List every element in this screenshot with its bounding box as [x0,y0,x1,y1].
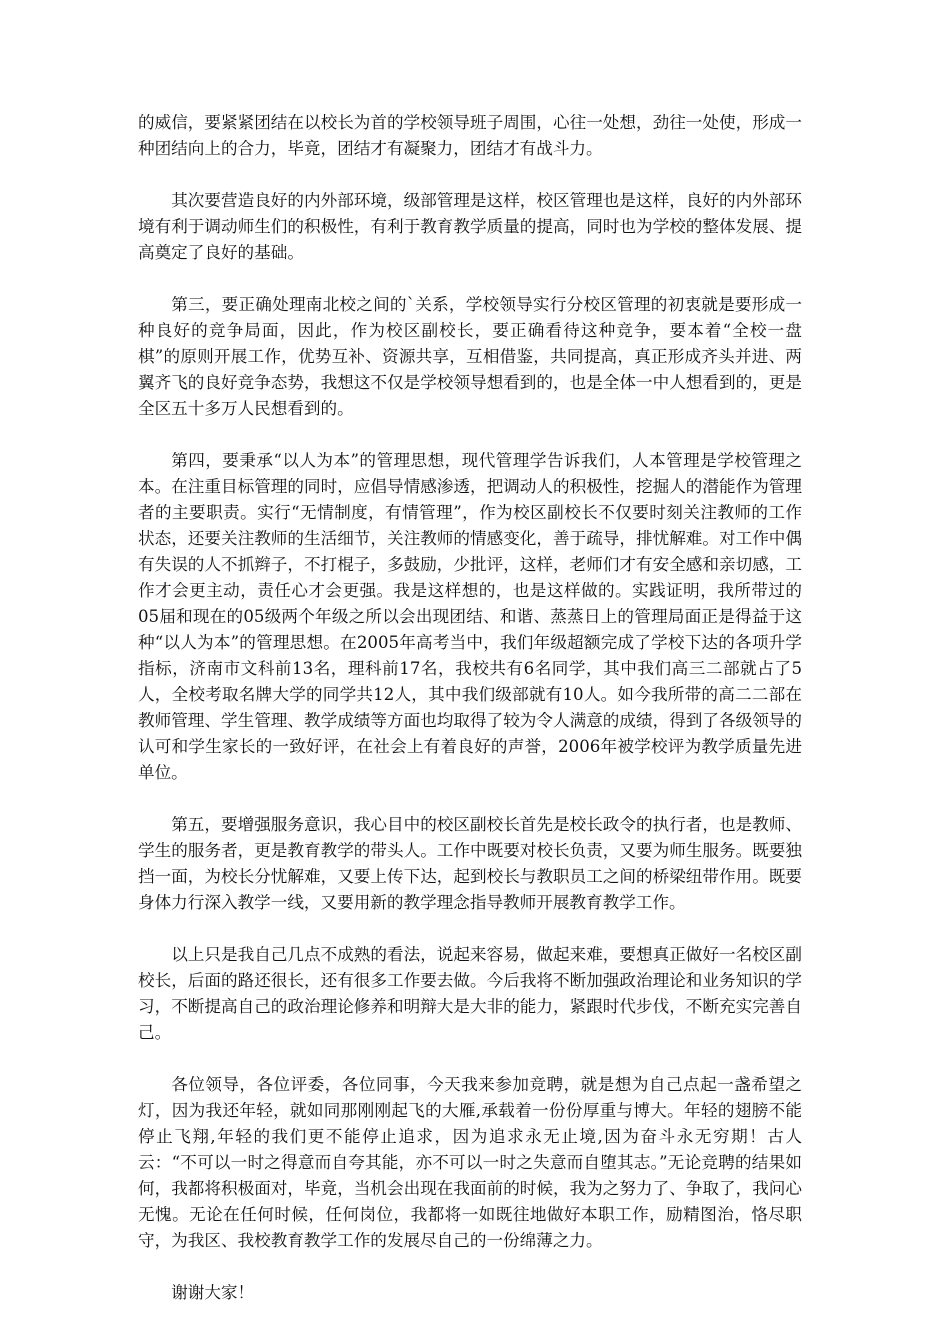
paragraph-continuation: 的威信，要紧紧团结在以校长为首的学校领导班子周围，心往一处想，劲往一处使，形成一种团结向上的合力，毕竟，团结才有凝聚力，团结才有战斗力。 [138,113,802,158]
document-body [138,110,802,1306]
paragraph-summary: 以上只是我自己几点不成熟的看法，说起来容易，做起来难，要想真正做好一名校区副校长，后面的路还很长，还有很多工作要去做。今后我将不断加强政治理论和业务知识的学习，不断提高自己的政治理论修养和明辩大是大非的能力，紧跟时代步伐，不断充实完善自己。 [138,945,802,1042]
paragraph-closing: 各位领导，各位评委，各位同事，今天我来参加竞聘，就是想为自己点起一盏希望之灯，因为我还年轻，就如同那刚刚起飞的大雁,承载着一份份厚重与博大。年轻的翅膀不能停止飞翔,年轻的我们更不能停止追求，因为追求永无止境,因为奋斗永无穷期！古人云：“不可以一时之得意而自夸其能，亦不可以一时之失意而自堕其志。”无论竞聘的结果如何，我都将积极面对，毕竟，当机会出现在我面前的时候，我为之努力了、争取了，我问心无愧。无论在任何时候，任何岗位，我都将一如既往地做好本职工作，励精图治，恪尽职守，为我区、我校教育教学工作的发展尽自己的一份绵薄之力。 [138,1075,802,1250]
paragraph-fifth-point: 第五，要增强服务意识，我心目中的校区副校长首先是校长政令的执行者，也是教师、学生的服务者，更是教育教学的带头人。工作中既要对校长负责，又要为师生服务。既要独挡一面，为校长分忧解难，又要上传下达，起到校长与教职员工之间的桥梁纽带作用。既要身体力行深入教学一线，又要用新的教学理念指导教师开展教育教学工作。 [138,815,802,912]
paragraph-environment: 其次要营造良好的内外部环境，级部管理是这样，校区管理也是这样，良好的内外部环境有利于调动师生们的积极性，有利于教育教学质量的提高，同时也为学校的整体发展、提高奠定了良好的基础。 [138,191,802,262]
paragraph-third-point: 第三，要正确处理南北校之间的`关系，学校领导实行分校区管理的初衷就是要形成一种良好的竞争局面，因此，作为校区副校长，要正确看待这种竞争，要本着“全校一盘棋”的原则开展工作，优势互补、资源共享，互相借鉴，共同提高，真正形成齐头并进、两翼齐飞的良好竞争态势，我想这不仅是学校领导想看到的，也是全体一中人想看到的，更是全区五十多万人民想看到的。 [138,295,802,418]
paragraph-fourth-point: 第四，要秉承“以人为本”的管理思想，现代管理学告诉我们，人本管理是学校管理之本。在注重目标管理的同时，应倡导情感渗透，把调动人的积极性，挖掘人的潜能作为管理者的主要职责。实行“无情制度，有情管理”，作为校区副校长不仅要时刻关注教师的工作状态，还要关注教师的生活细节，关注教师的情感变化，善于疏导，排忧解难。对工作中偶有失误的人不抓辫子，不打棍子，多鼓励，少批评，这样，老师们才有安全感和亲切感，工作才会更主动，责任心才会更强。我是这样想的，也是这样做的。实践证明，我所带过的05届和现在的05级两个年级之所以会出现团结、和谐、蒸蒸日上的管理局面正是得益于这种“以人为本”的管理思想。在2005年高考当中，我们年级超额完成了学校下达的各项升学指标，济南市文科前13名，理科前17名，我校共有6名同学，其中我们高三二部就占了5人，全校考取名牌大学的同学共12人，其中我们级部就有10人。如今我所带的高二二部在教师管理、学生管理、教学成绩等方面也均取得了较为令人满意的成绩，得到了各级领导的认可和学生家长的一致好评，在社会上有着良好的声誉，2006年被学校评为教学质量先进单位。 [138,451,802,782]
paragraph-thanks: 谢谢大家！ [171,1283,255,1302]
